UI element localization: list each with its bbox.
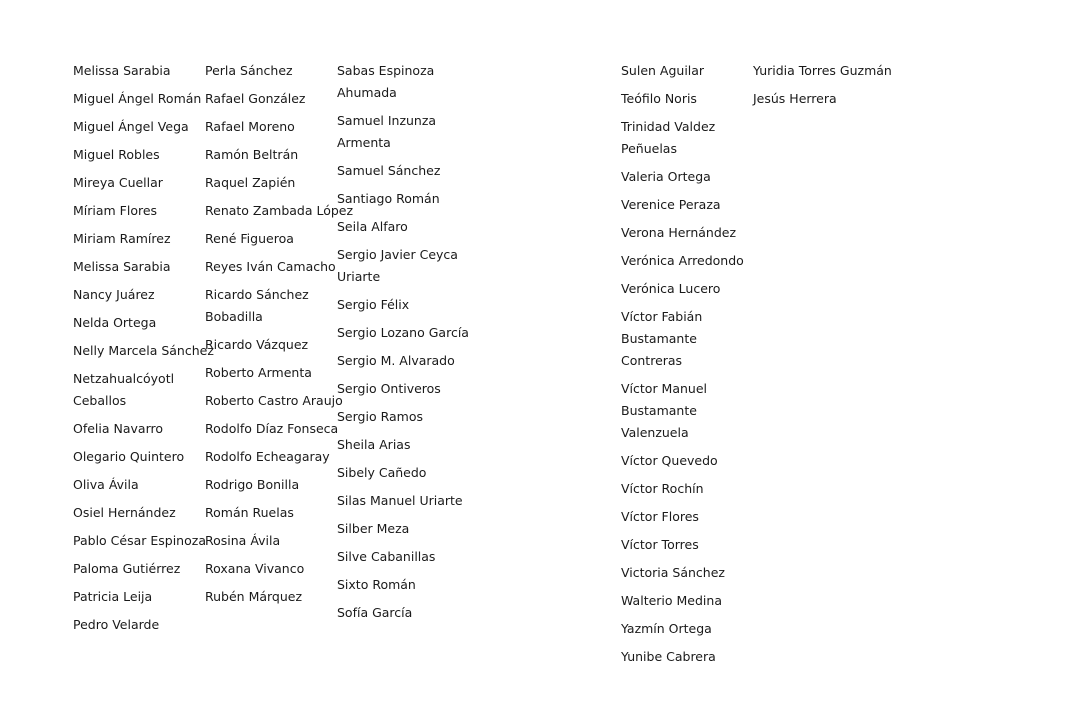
name-entry: Oliva Ávila	[73, 477, 139, 492]
name-entry: Samuel Inzunza Armenta	[337, 113, 437, 150]
name-entry: Míriam Flores	[73, 203, 158, 218]
name-entry: Verónica Lucero	[621, 281, 721, 296]
name-column-4	[621, 60, 751, 674]
name-entry: Yunibe Cabrera	[621, 649, 716, 664]
name-entry: Sergio Lozano García	[337, 325, 469, 340]
name-entry: Valeria Ortega	[621, 169, 711, 184]
name-entry: Sabas Espinoza Ahumada	[337, 63, 435, 100]
name-entry: Nelly Marcela Sánchez	[73, 343, 214, 358]
name-entry: Rodolfo Díaz Fonseca	[205, 421, 339, 436]
name-entry: Víctor Quevedo	[621, 453, 718, 468]
name-column-2	[205, 60, 354, 614]
name-entry: Pablo César Espinoza	[73, 533, 206, 548]
name-entry: Renato Zambada López	[205, 203, 354, 218]
name-entry: Rodrigo Bonilla	[205, 477, 300, 492]
name-entry: Verenice Peraza	[621, 197, 721, 212]
name-entry: Pedro Velarde	[73, 617, 160, 632]
name-entry: Sergio Ontiveros	[337, 381, 441, 396]
name-entry: Ramón Beltrán	[205, 147, 299, 162]
name-entry: Roberto Armenta	[205, 365, 312, 380]
name-entry: Roberto Castro Araujo	[205, 393, 343, 408]
name-entry: Mireya Cuellar	[73, 175, 163, 190]
name-entry: René Figueroa	[205, 231, 294, 246]
name-entry: Netzahualcóyotl Ceballos	[73, 371, 175, 408]
name-entry: Verona Hernández	[621, 225, 737, 240]
name-entry: Miguel Ángel Román	[73, 91, 202, 106]
name-entry: Yazmín Ortega	[621, 621, 712, 636]
name-entry: Rafael González	[205, 91, 306, 106]
name-entry: Teófilo Noris	[621, 91, 697, 106]
name-entry: Víctor Manuel Bustamante Valenzuela	[621, 381, 708, 440]
name-entry: Nelda Ortega	[73, 315, 157, 330]
name-entry: Rubén Márquez	[205, 589, 303, 604]
name-entry: Ofelia Navarro	[73, 421, 164, 436]
name-entry: Rosina Ávila	[205, 533, 281, 548]
name-entry: Melissa Sarabia	[73, 259, 171, 274]
name-entry: Osiel Hernández	[73, 505, 176, 520]
name-entry: Miriam Ramírez	[73, 231, 171, 246]
name-entry: Víctor Rochín	[621, 481, 704, 496]
name-entry: Reyes Iván Camacho	[205, 259, 336, 274]
name-entry: Yuridia Torres Guzmán	[753, 63, 892, 78]
name-entry: Seila Alfaro	[337, 219, 408, 234]
name-entry: Silber Meza	[337, 521, 410, 536]
name-entry: Román Ruelas	[205, 505, 294, 520]
name-entry: Rafael Moreno	[205, 119, 295, 134]
name-column-5	[753, 60, 893, 116]
name-entry: Sibely Cañedo	[337, 465, 427, 480]
name-entry: Sheila Arias	[337, 437, 411, 452]
name-entry: Sulen Aguilar	[621, 63, 705, 78]
name-entry: Sixto Román	[337, 577, 416, 592]
name-entry: Olegario Quintero	[73, 449, 185, 464]
name-entry: Ricardo Vázquez	[205, 337, 309, 352]
name-entry: Walterio Medina	[621, 593, 722, 608]
name-entry: Víctor Torres	[621, 537, 699, 552]
name-entry: Sergio M. Alvarado	[337, 353, 455, 368]
name-entry: Nancy Juárez	[73, 287, 155, 302]
name-entry: Miguel Ángel Vega	[73, 119, 189, 134]
name-entry: Melissa Sarabia	[73, 63, 171, 78]
name-entry: Perla Sánchez	[205, 63, 293, 78]
name-entry: Sergio Javier Ceyca Uriarte	[337, 247, 458, 284]
name-entry: Victoria Sánchez	[621, 565, 725, 580]
name-entry: Víctor Flores	[621, 509, 699, 524]
name-entry: Sergio Félix	[337, 297, 410, 312]
name-entry: Verónica Arredondo	[621, 253, 744, 268]
name-entry: Raquel Zapién	[205, 175, 296, 190]
name-entry: Patricia Leija	[73, 589, 153, 604]
name-entry: Trinidad Valdez Peñuelas	[621, 119, 716, 156]
name-entry: Ricardo Sánchez Bobadilla	[205, 287, 309, 324]
name-entry: Miguel Robles	[73, 147, 160, 162]
name-entry: Sofía García	[337, 605, 413, 620]
name-entry: Jesús Herrera	[753, 91, 837, 106]
name-entry: Rodolfo Echeagaray	[205, 449, 330, 464]
name-entry: Víctor Fabián Bustamante Contreras	[621, 309, 703, 368]
name-entry: Paloma Gutiérrez	[73, 561, 181, 576]
name-entry: Samuel Sánchez	[337, 163, 441, 178]
name-entry: Santiago Román	[337, 191, 440, 206]
name-entry: Roxana Vivanco	[205, 561, 305, 576]
name-column-3	[337, 60, 469, 630]
name-entry: Silve Cabanillas	[337, 549, 436, 564]
name-entry: Sergio Ramos	[337, 409, 423, 424]
name-column-1	[73, 60, 214, 642]
name-entry: Silas Manuel Uriarte	[337, 493, 463, 508]
